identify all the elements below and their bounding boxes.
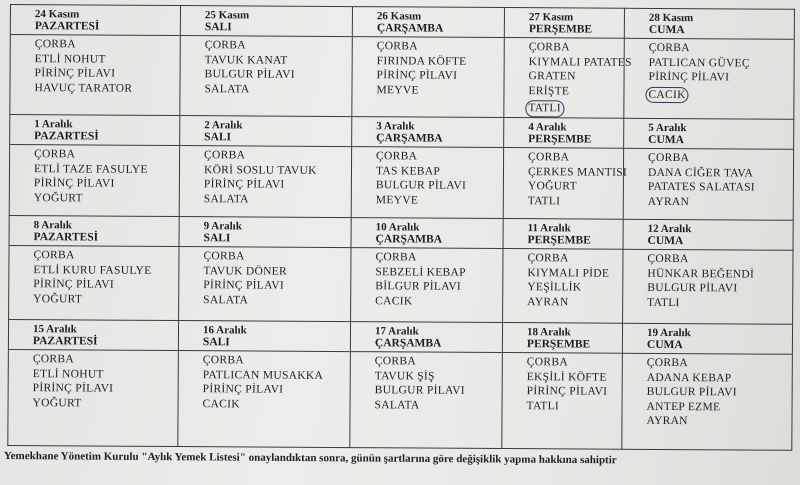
dish-list	[352, 147, 503, 208]
date-label: 16 Aralık	[202, 324, 247, 337]
dish-item: TAVUK KANAT	[204, 53, 288, 67]
day-header	[351, 322, 502, 353]
dish-item: PİRİNÇ PİLAVI	[376, 69, 458, 82]
dish-item: DANA CİĞER TAVA	[647, 166, 754, 180]
day-cell	[179, 116, 352, 218]
dish-item: ADANA KEBAP	[646, 371, 732, 384]
dish-item: PİRİNÇ PİLAVI	[203, 279, 285, 292]
dish-item: ÇORBA	[647, 252, 689, 266]
dish-item: TAVUK ŞİŞ	[374, 369, 435, 383]
day-cell	[502, 322, 623, 449]
day-header	[624, 220, 793, 251]
weekday-label: PERŞEMBE	[527, 234, 591, 247]
day-header	[352, 117, 503, 148]
date-label: 19 Aralık	[646, 326, 691, 340]
week-row	[8, 319, 793, 450]
dish-list	[503, 249, 622, 310]
dish-list	[179, 247, 350, 308]
dish-list	[10, 145, 179, 206]
day-header	[181, 6, 352, 37]
dish-list	[351, 248, 502, 309]
dish-item: ÇORBA	[646, 356, 688, 370]
day-header	[624, 119, 793, 150]
dish-list	[180, 36, 351, 97]
dish-item: PİRİNÇ PİLAVI	[202, 383, 284, 396]
day-header	[10, 216, 179, 247]
weekday-label: PAZARTESİ	[33, 231, 99, 244]
day-cell	[504, 8, 632, 119]
week-row	[9, 215, 794, 324]
dish-item: ÇORBA	[376, 40, 418, 53]
weekday-label: CUMA	[646, 338, 683, 352]
day-header	[10, 115, 179, 146]
dish-list	[504, 148, 628, 209]
weekday-label: PAZARTESİ	[34, 20, 100, 33]
date-label: 18 Aralık	[526, 326, 571, 339]
weekday-label: ÇARŞAMBA	[376, 132, 443, 145]
day-cell	[622, 323, 793, 450]
dish-list	[352, 37, 503, 98]
dish-item: ÇORBA	[648, 41, 690, 55]
dish-item: MEYVE	[376, 84, 419, 97]
dish-item: ÇORBA	[34, 148, 76, 161]
day-cell	[623, 118, 794, 220]
date-label: 15 Aralık	[32, 323, 77, 336]
week-row	[9, 114, 794, 220]
weekday-label: ÇARŞAMBA	[376, 22, 444, 35]
dish-item: TATLI	[525, 101, 564, 118]
dish-list	[622, 354, 791, 430]
dish-list	[504, 38, 632, 118]
dish-item: ÇORBA	[528, 151, 570, 164]
day-cell	[624, 8, 795, 119]
dish-item: EKŞİLİ KÖFTE	[526, 370, 607, 384]
dish-item: ÇORBA	[204, 39, 246, 52]
day-header	[505, 8, 624, 39]
dish-list	[624, 39, 793, 104]
day-cell	[623, 219, 794, 324]
date-label: 17 Aralık	[374, 325, 419, 338]
date-label: 9 Aralık	[203, 220, 242, 233]
day-header	[180, 217, 351, 248]
dish-item: KIYMALI PATATES	[528, 55, 632, 69]
weekday-label: SALI	[204, 131, 232, 144]
date-label: 2 Aralık	[204, 119, 243, 132]
dish-item: YOĞURT	[33, 191, 83, 205]
day-cell	[351, 218, 504, 323]
dish-item: ÇERKES MANTISI	[527, 165, 628, 179]
dish-item: BULGUR PİLAVI	[204, 68, 295, 81]
date-label: 27 Kasım	[528, 11, 574, 24]
dish-item: AYRAN	[527, 295, 569, 309]
weekday-label: PERŞEMBE	[528, 23, 593, 36]
dish-item: TATLI	[647, 296, 680, 309]
dish-item: ANTEP EZME	[646, 400, 721, 414]
dish-item: ÇORBA	[202, 354, 244, 367]
dish-item: BULGUR PİLAVI	[375, 179, 467, 192]
dish-item: BİLGUR PİLAVI	[375, 280, 462, 293]
weekday-label: CUMA	[648, 133, 684, 147]
dish-item: ETLİ NOHUT	[34, 52, 106, 66]
day-cell	[9, 215, 180, 320]
day-header	[179, 321, 350, 352]
day-cell	[503, 218, 624, 323]
dish-item: FIRINDA KÖFTE	[376, 54, 467, 68]
date-label: 5 Aralık	[648, 121, 687, 135]
day-cell	[352, 7, 505, 118]
day-header	[180, 116, 351, 147]
day-header	[623, 324, 792, 355]
dish-item: CACIK	[375, 294, 413, 308]
dish-item: SALATA	[204, 82, 250, 96]
day-header	[504, 118, 623, 149]
date-label: 11 Aralık	[527, 222, 571, 235]
dish-item: PİRİNÇ PİLAVI	[203, 178, 285, 191]
day-cell	[178, 321, 351, 448]
day-header	[503, 323, 622, 354]
dish-item: PATLICAN GÜVEÇ	[648, 56, 750, 70]
dish-item: KIYMALI PİDE	[527, 266, 610, 280]
dish-item: HÜNKAR BEĞENDİ	[647, 267, 755, 281]
weekday-label: ÇARŞAMBA	[374, 337, 442, 350]
dish-item: AYRAN	[646, 415, 688, 428]
dish-list	[10, 35, 179, 96]
dish-item: ÇORBA	[204, 149, 246, 162]
dish-item: BULGUR PİLAVI	[374, 384, 465, 397]
day-header	[352, 218, 503, 249]
dish-item: MEYVE	[375, 193, 419, 207]
dish-item: ÇORBA	[34, 38, 76, 51]
dish-item: ÇORBA	[374, 355, 416, 368]
dish-item: PİRİNÇ PİLAVI	[34, 67, 116, 80]
day-cell	[9, 114, 180, 216]
weekday-label: SALI	[202, 336, 230, 349]
date-label: 26 Kasım	[376, 10, 422, 23]
dish-item: ÇORBA	[32, 353, 74, 366]
day-cell	[180, 6, 353, 117]
day-header	[9, 320, 178, 351]
weekday-label: PERŞEMBE	[528, 133, 592, 146]
dish-item: SALATA	[203, 192, 249, 206]
dish-item: PATLICAN MUSAKKA	[202, 368, 324, 382]
dish-item: TAVUK DÖNER	[203, 264, 288, 278]
dish-item: PATATES SALATASI	[647, 181, 755, 194]
weekday-label: ÇARŞAMBA	[375, 233, 443, 246]
dish-item: PİRİNÇ PİLAVI	[33, 177, 115, 190]
dish-item: YEŞİLLİK	[527, 281, 582, 294]
dish-item: AYRAN	[647, 195, 690, 208]
dish-item: ÇORBA	[528, 41, 570, 54]
date-label: 10 Aralık	[375, 221, 420, 234]
weekday-label: SALI	[204, 21, 232, 34]
dish-list	[503, 353, 622, 414]
dish-item: ÇORBA	[376, 150, 418, 163]
dish-item: ETLİ KURU FASULYE	[33, 263, 152, 277]
dish-item: CACIK	[645, 87, 688, 104]
dish-item: ERİŞTE	[528, 84, 570, 98]
footer-note: Yemekhane Yönetim Kurulu "Aylık Yemek Listesi" onaylandıktan sonra, günün şartlarına göre değişiklik yapma hakkına sahiptir	[3, 450, 617, 467]
weekday-label: PERŞEMBE	[526, 338, 591, 351]
day-header	[625, 9, 794, 40]
weekday-label: CUMA	[647, 234, 684, 248]
dish-item: ETLİ TAZE FASULYE	[33, 162, 148, 176]
date-label: 12 Aralık	[647, 222, 692, 236]
dish-item: TATLI	[526, 399, 560, 413]
day-cell	[351, 117, 504, 219]
dish-list	[9, 350, 178, 411]
day-cell	[10, 5, 181, 116]
dish-item: YOĞURT	[527, 180, 577, 193]
dish-item: SALATA	[374, 398, 420, 412]
dish-list	[9, 246, 178, 307]
day-cell	[8, 319, 179, 446]
weekday-label: PAZARTESİ	[32, 335, 98, 348]
day-header	[11, 5, 180, 36]
day-header	[353, 7, 504, 38]
dish-item: YOĞURT	[33, 292, 83, 306]
dish-item: ÇORBA	[648, 151, 690, 165]
dish-item: ÇORBA	[203, 250, 245, 263]
day-cell	[503, 117, 628, 219]
dish-item: ÇORBA	[375, 251, 417, 264]
dish-item: PİRİNÇ PİLAVI	[526, 385, 608, 398]
date-label: 25 Kasım	[204, 9, 250, 22]
monthly-menu-table	[7, 4, 795, 451]
dish-item: CACIK	[202, 397, 240, 411]
dish-list	[624, 149, 793, 210]
dish-item: PİRİNÇ PİLAVI	[32, 382, 114, 395]
date-label: 1 Aralık	[34, 118, 73, 131]
dish-item: PİRİNÇ PİLAVI	[648, 71, 730, 84]
dish-list	[179, 351, 350, 412]
week-row	[10, 5, 795, 120]
dish-item: TATLI	[527, 194, 561, 208]
weekday-label: CUMA	[648, 23, 685, 37]
dish-item: ÇORBA	[526, 356, 568, 369]
dish-item: ETLİ NOHUT	[32, 367, 104, 381]
weekday-label: SALI	[203, 232, 231, 245]
dish-item: TAS KEBAP	[375, 164, 441, 178]
date-label: 3 Aralık	[376, 120, 415, 133]
dish-item: BULGUR PİLAVI	[647, 282, 738, 295]
dish-item: ÇORBA	[527, 252, 569, 265]
dish-item: PİRİNÇ PİLAVI	[33, 278, 115, 291]
weekday-label: PAZARTESİ	[34, 130, 99, 143]
dish-item: YOĞURT	[32, 396, 82, 410]
dish-item: HAVUÇ TARATOR	[34, 81, 133, 95]
day-header	[504, 219, 623, 250]
dish-item: KÖRİ SOSLU TAVUK	[203, 163, 317, 177]
day-cell	[179, 217, 352, 322]
dish-list	[351, 352, 502, 413]
date-label: 24 Kasım	[34, 8, 80, 21]
date-label: 8 Aralık	[33, 219, 72, 232]
date-label: 28 Kasım	[648, 11, 694, 25]
dish-list	[180, 146, 351, 207]
dish-item: BULGUR PİLAVI	[646, 386, 737, 399]
dish-item: GRATEN	[528, 70, 576, 83]
dish-list	[623, 250, 792, 311]
dish-item: SALATA	[203, 293, 249, 307]
date-label: 4 Aralık	[528, 121, 567, 134]
dish-item: ÇORBA	[33, 249, 75, 262]
day-cell	[350, 322, 503, 449]
dish-item: SEBZELİ KEBAP	[375, 265, 466, 279]
